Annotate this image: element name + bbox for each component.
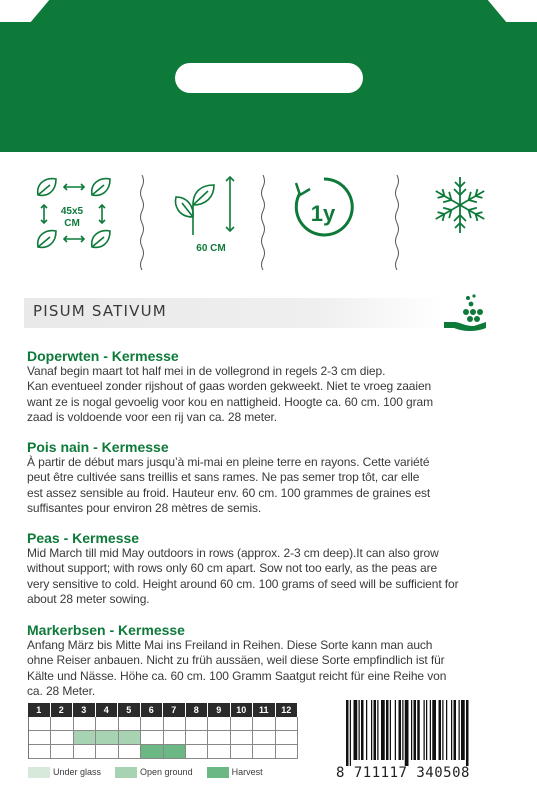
- calendar-cell: [164, 745, 186, 759]
- section-title: Doperwten - Kermesse: [27, 348, 179, 364]
- legend-open-ground: [115, 767, 193, 778]
- calendar-cell: [96, 745, 118, 759]
- barcode-bar: [424, 700, 425, 760]
- calendar-cell: [208, 717, 230, 731]
- calendar-cell: [96, 731, 118, 745]
- section-title: Markerbsen - Kermesse: [27, 622, 185, 638]
- calendar-cell: [119, 717, 141, 731]
- calendar-cell: [29, 717, 51, 731]
- section-body: [27, 638, 527, 700]
- calendar-month-cell: 12: [276, 703, 299, 717]
- barcode-bar: [414, 700, 417, 760]
- barcode-bar: [359, 700, 360, 760]
- seed-hand-icon: [440, 292, 490, 334]
- calendar-cell: [141, 731, 163, 745]
- calendar-cell: [51, 717, 73, 731]
- calendar-month-cell: 2: [51, 703, 74, 717]
- body-line: very sensitive to cold. Height around 60 cm. 100 grams of seed will be sufficient for: [27, 576, 459, 591]
- snowflake-graphic: [428, 165, 492, 245]
- barcode-bar: [371, 700, 372, 760]
- body-line: without support; with rows only 60 cm apart. Sow not too early, as the peas are: [27, 561, 438, 576]
- calendar-cell: [119, 731, 141, 745]
- icon-row: [0, 165, 537, 270]
- legend-swatch-glass: [28, 767, 50, 778]
- legend-label: Under glass: [53, 767, 102, 777]
- calendar-month-cell: 8: [186, 703, 209, 717]
- barcode-bar: [395, 700, 396, 760]
- spacing-label: 45x5 CM: [60, 206, 84, 229]
- section-title: Peas - Kermesse: [27, 530, 140, 546]
- calendar-cell: [51, 731, 73, 745]
- barcode-bar: [354, 700, 358, 760]
- body-line: Anfang März bis Mitte Mai ins Freiland in Reihen. Diese Sorte kann man auch: [27, 638, 433, 652]
- barcode-bar: [432, 700, 436, 760]
- calendar-row: [28, 745, 298, 759]
- calendar-cell: [253, 731, 275, 745]
- calendar-cell: [276, 745, 298, 759]
- barcode-bar: [442, 700, 443, 760]
- calendar-cell: [276, 717, 298, 731]
- plant-height-icon: [168, 165, 248, 270]
- calendar-cell: [74, 731, 96, 745]
- calendar-cell: [141, 717, 163, 731]
- barcode-bar: [381, 700, 385, 760]
- calendar-cell: [208, 731, 230, 745]
- calendar-cell: [96, 717, 118, 731]
- wavy-divider: [258, 175, 268, 270]
- legend-harvest: [207, 767, 263, 778]
- body-line: Kan eventueel zonder rijshout of gaas worden gekweekt. Niet te vroeg zaaien: [27, 379, 432, 394]
- body-line: suffisantes pour environ 28 mètres de semis.: [27, 501, 262, 516]
- body-line: À partir de début mars jusqu’à mi-mai en pleine terre en rayons. Cette variété: [27, 455, 430, 469]
- calendar-month-cell: 5: [118, 703, 141, 717]
- legend-under-glass: [28, 767, 101, 778]
- barcode: [344, 700, 509, 766]
- species-name: PISUM SATIVUM: [33, 302, 167, 320]
- calendar-cell: [74, 717, 96, 731]
- barcode-bar: [426, 700, 427, 760]
- barcode-bar: [399, 700, 402, 760]
- calendar-rows: [28, 717, 298, 759]
- body-line: Vanaf begin maart tot half mei in de vollegrond in regels 2-3 cm diep.: [27, 364, 386, 378]
- calendar-cell: [51, 745, 73, 759]
- barcode-bar: [377, 700, 378, 760]
- barcode-bar: [461, 700, 465, 760]
- calendar-cell: [164, 717, 186, 731]
- calendar-month-cell: 7: [163, 703, 186, 717]
- barcode-bar: [386, 700, 389, 760]
- calendar-month-cell: 9: [208, 703, 231, 717]
- calendar-month-cell: 4: [96, 703, 119, 717]
- calendar-cell: [186, 717, 208, 731]
- calendar-month-header: [28, 703, 298, 717]
- body-line: ca. 28 Meter.: [27, 684, 96, 699]
- calendar-cell: [253, 745, 275, 759]
- barcode-bar: [390, 700, 391, 760]
- barcode-bar: [430, 700, 431, 760]
- calendar-cell: [74, 745, 96, 759]
- calendar-month-cell: 11: [253, 703, 276, 717]
- height-leaves-graphic: [168, 165, 248, 245]
- section-german: [27, 622, 527, 700]
- barcode-bar: [451, 700, 452, 760]
- body-line: Mid March till mid May outdoors in rows (approx. 2-3 cm deep).It can also grow: [27, 546, 439, 560]
- legend-label: Harvest: [231, 767, 263, 777]
- barcode-bar: [402, 700, 403, 760]
- section-french: [27, 439, 527, 517]
- legend-swatch-open: [115, 767, 137, 778]
- section-dutch: [27, 348, 527, 426]
- barcode-bar: [366, 700, 367, 760]
- calendar-month-cell: 6: [141, 703, 164, 717]
- calendar-cell: [276, 731, 298, 745]
- body-line: peut être cultivée sans treillis et sans rames. Ne pas semer trop tôt, car elle: [27, 470, 420, 485]
- barcode-bar: [446, 700, 447, 760]
- legend-swatch-harvest: [207, 767, 229, 778]
- section-body: [27, 455, 527, 517]
- barcode-bar: [411, 700, 412, 760]
- section-english: [27, 530, 527, 608]
- barcode-digits: 8 711117 340508: [336, 765, 470, 781]
- calendar-cell: [208, 745, 230, 759]
- barcode-bar: [346, 700, 349, 766]
- body-line: about 28 meter sowing.: [27, 592, 150, 607]
- wavy-divider: [392, 175, 402, 270]
- calendar-row: [28, 717, 298, 731]
- barcode-bar: [405, 700, 409, 766]
- calendar-row: [28, 731, 298, 745]
- body-line: zaad is voldoende voor een rij van ca. 28 meter.: [27, 410, 278, 425]
- calendar-cell: [231, 745, 253, 759]
- barcode-bar: [417, 700, 420, 760]
- barcode-bar: [466, 700, 469, 766]
- calendar-legend: [28, 765, 277, 779]
- calendar-cell: [231, 731, 253, 745]
- height-label: 60 CM: [196, 243, 226, 254]
- calendar-cell: [119, 745, 141, 759]
- barcode-bar: [350, 700, 351, 766]
- barcode-bar: [459, 700, 460, 760]
- barcode-bar: [361, 700, 364, 760]
- body-line: Kälte und Nässe. Höhe ca. 60 cm. 100 Gramm Saatgut reicht für eine Reihe von: [27, 668, 447, 683]
- sowing-calendar: [28, 703, 298, 759]
- calendar-cell: [253, 717, 275, 731]
- calendar-cell: [141, 745, 163, 759]
- barcode-bar: [439, 700, 442, 760]
- body-line: est assez sensible au froid. Hauteur env. 60 cm. 100 grammes de graines est: [27, 485, 431, 500]
- header-band: [0, 0, 537, 152]
- hang-hole: [175, 63, 363, 93]
- calendar-cell: [186, 731, 208, 745]
- annual-label: 1y: [310, 201, 336, 226]
- frost-icon: [428, 165, 492, 270]
- calendar-cell: [186, 745, 208, 759]
- wavy-divider: [137, 175, 147, 270]
- body-line: ohne Reiser anbauen. Nicht zu früh aussäen, weil diese Sorte empfindlich ist für: [27, 653, 445, 668]
- legend-label: Open ground: [140, 767, 193, 777]
- barcode-bar: [454, 700, 457, 760]
- section-body: [27, 546, 527, 608]
- calendar-cell: [164, 731, 186, 745]
- calendar-month-cell: 3: [73, 703, 96, 717]
- section-body: [27, 364, 527, 426]
- body-line: want ze is nogal gevoelig voor kou en nattigheid. Hoogte ca. 60 cm. 100 gram: [27, 394, 433, 409]
- calendar-month-cell: 10: [231, 703, 254, 717]
- calendar-cell: [29, 745, 51, 759]
- calendar-cell: [231, 717, 253, 731]
- section-title: Pois nain - Kermesse: [27, 439, 169, 455]
- barcode-bar: [374, 700, 377, 760]
- calendar-cell: [29, 731, 51, 745]
- calendar-month-cell: 1: [28, 703, 51, 717]
